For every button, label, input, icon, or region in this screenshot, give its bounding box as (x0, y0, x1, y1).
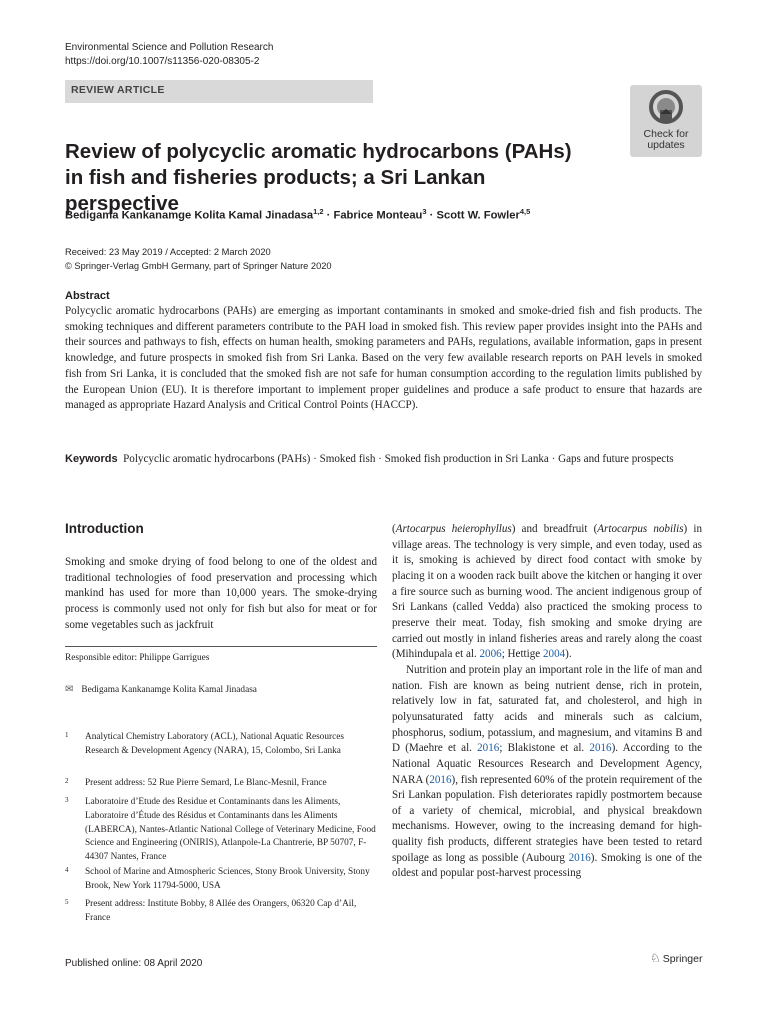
text-run: ). According to the National Aquatic Resources Research and Development Agency, NARA ( (392, 742, 702, 786)
springer-horse-icon: ♘ (650, 951, 661, 965)
citation-link[interactable]: 2016 (568, 851, 591, 864)
author-affiliation-sup: 1,2 (313, 207, 324, 216)
text-run: ( (392, 523, 396, 535)
text-run: Nutrition and protein play an important role in the life of man and nation. Fish are known as being nutrient dense, rich in protein, relatively low in fat, saturated fat, and cholesterol, and high in polyunsaturated fatty acids and minerals such as calcium, phosphorus, sodium, potassium, and magnesium, and vitamins B and D (Maehre et al. (392, 663, 702, 755)
intro-paragraph-left: Smoking and smoke drying of food belong to one of the oldest and traditional technologies of food preservation and processing which mankind has used for more than 10,000 years. The smoke-drying process is commonly used not only for fish but also for meat or for some vegetables such as jackfruit (65, 556, 377, 631)
text-run: ). Smoking is one of the oldest and popular post-harvest processing (392, 851, 702, 880)
footnote-number: 4 (65, 866, 69, 874)
text-run: ). (565, 648, 572, 661)
text-run: ) and breadfruit ( (511, 523, 598, 535)
affiliation-footnote (65, 898, 377, 926)
footnote-number: 3 (65, 796, 69, 804)
responsible-editor: Responsible editor: Philippe Garrigues (65, 653, 210, 663)
text-run: ) in village areas. The technology is very simple, and even today, used as it is, smoking is achieved by direct food contact with smoke by placing it on a wooden rack built above the kitchen or hanging it over a fire source such as burning wood. The ancient indigenous group of Sri Lankans (called Vedda) also practiced the smoking process to preserve their meat. Today, fish smoking and smoke drying are carried out mostly in inland fisheries areas and rarely along the coast (Mihindupala et al. (392, 523, 703, 661)
abstract-text: Polycyclic aromatic hydrocarbons (PAHs) are emerging as important contaminants in smoked and smoke-dried fish and fish products. The smoking techniques and different parameters contribute to the PAH load in smoked fish. This review paper provides insight into the PAHs and their sources and pathways to fish, effects on human health, smoking parameters and PAHs, regulations, available information, gaps in present knowledge, and future prospects in smoked fish from Sri Lanka. Based on the very few available research reports on PAH levels in smoked fish from Sri Lanka, it is concluded that the smoked fish are not safe for human consumption according to the regulation limits published by the European Union (EU). It is therefore important to implement proper guidelines and produce a safe product to ensure that hazards are managed as appropriate Hazard Analysis and Critical Control Points (HACCP). (65, 305, 702, 412)
corresponding-author[interactable] (65, 684, 257, 695)
text-run: ; Hettige (501, 648, 543, 661)
article-type-label: REVIEW ARTICLE (71, 84, 165, 96)
doi-link[interactable]: https://doi.org/10.1007/s11356-020-08305-2 (65, 56, 260, 67)
check-updates-line1: Check for (643, 128, 689, 140)
author-name[interactable]: Scott W. Fowler (436, 209, 520, 222)
author-separator: · (326, 209, 331, 222)
article-type-banner (65, 80, 373, 103)
left-column (65, 555, 377, 633)
envelope-icon: ✉ (65, 684, 74, 695)
author-list (65, 207, 530, 222)
publisher-name: Springer (662, 953, 703, 965)
citation-link[interactable]: 2016 (429, 773, 452, 786)
keywords-block (65, 451, 702, 467)
author-name[interactable]: Fabrice Monteau (333, 209, 423, 222)
intro-paragraph-right-1 (392, 522, 702, 663)
affiliation-footnote (65, 866, 377, 894)
received-accepted-dates: Received: 23 May 2019 / Accepted: 2 March 2020 (65, 247, 271, 257)
published-online-date: Published online: 08 April 2020 (65, 958, 203, 969)
affiliation-footnote (65, 731, 377, 759)
author-separator: · (429, 209, 434, 222)
footnote-number: 5 (65, 898, 69, 906)
text-run: ; Blakistone et al. (499, 742, 590, 755)
footnote-text: Present address: Institute Bobby, 8 Allée des Orangers, 06320 Cap d’Ail, France (85, 899, 357, 923)
abstract-heading: Abstract (65, 290, 110, 302)
article-title: Review of polycyclic aromatic hydrocarbons (PAHs) in fish and fisheries products; a Sri Lankan perspective (65, 140, 572, 215)
footnote-number: 2 (65, 777, 69, 785)
author-affiliation-sup: 4,5 (519, 207, 531, 216)
right-column (392, 522, 702, 882)
springer-logo (650, 951, 702, 965)
affiliation-footnote (65, 777, 377, 791)
citation-link[interactable]: 2004 (542, 648, 566, 661)
keywords-text: Polycyclic aromatic hydrocarbons (PAHs) · Smoked fish · Smoked fish production in Sri Lanka · Gaps and future prospects (123, 453, 674, 465)
introduction-heading: Introduction (65, 521, 144, 536)
citation-link[interactable]: 2016 (477, 742, 500, 755)
species-name: Artocarpus nobilis (597, 523, 684, 535)
keywords-label: Keywords (65, 453, 118, 465)
citation-link[interactable]: 2006 (479, 648, 502, 661)
journal-name: Environmental Science and Pollution Research (65, 42, 274, 53)
author-name[interactable]: Bedigama Kankanamge Kolita Kamal Jinadasa (65, 209, 314, 222)
copyright-notice: © Springer-Verlag GmbH Germany, part of Springer Nature 2020 (65, 261, 332, 271)
check-for-updates-badge[interactable] (630, 85, 702, 157)
corresponding-author-name: Bedigama Kankanamge Kolita Kamal Jinadasa (81, 685, 257, 695)
footnote-text: Laboratoire d’Etude des Residue et Contaminants dans les Aliments, Laboratoire d’Étude des Résidus et Contaminants dans les Aliments (LABERCA), Nantes-Atlantic National College of Veterinary Medicine, Food Science and Engineering (ONIRIS), Atlanpole-La Chantrerie, BP 50707, F-44307 Nantes, France (85, 797, 376, 863)
footnote-text: Present address: 52 Rue Pierre Semard, Le Blanc-Mesnil, France (85, 778, 327, 788)
author-affiliation-sup: 3 (422, 207, 427, 216)
text-run: ), fish represented 60% of the protein requirement of the Sri Lankan population. Fish deteriorates rapidly postmortem because of a variety of chemical, microbial, and physical breakdown mechanisms. However, owing to the increasing demand for high-quality fish products, different strategies have been tested to retard spoilage as long as possible (Aubourg (392, 773, 702, 864)
species-name: Artocarpus heierophyllus (395, 523, 512, 535)
intro-paragraph-right-2 (392, 663, 702, 882)
footnote-text: Analytical Chemistry Laboratory (ACL), National Aquatic Resources Research & Development Agency (NARA), 15, Colombo, Sri Lanka (85, 732, 344, 756)
footnote-divider (65, 646, 377, 647)
check-updates-line2: updates (647, 139, 685, 151)
footnote-number: 1 (65, 731, 69, 739)
crossmark-icon (649, 90, 683, 124)
affiliation-footnote (65, 796, 377, 865)
citation-link[interactable]: 2016 (589, 742, 612, 755)
footnote-text: School of Marine and Atmospheric Sciences, Stony Brook University, Stony Brook, New York 11794-5000, USA (85, 867, 370, 891)
